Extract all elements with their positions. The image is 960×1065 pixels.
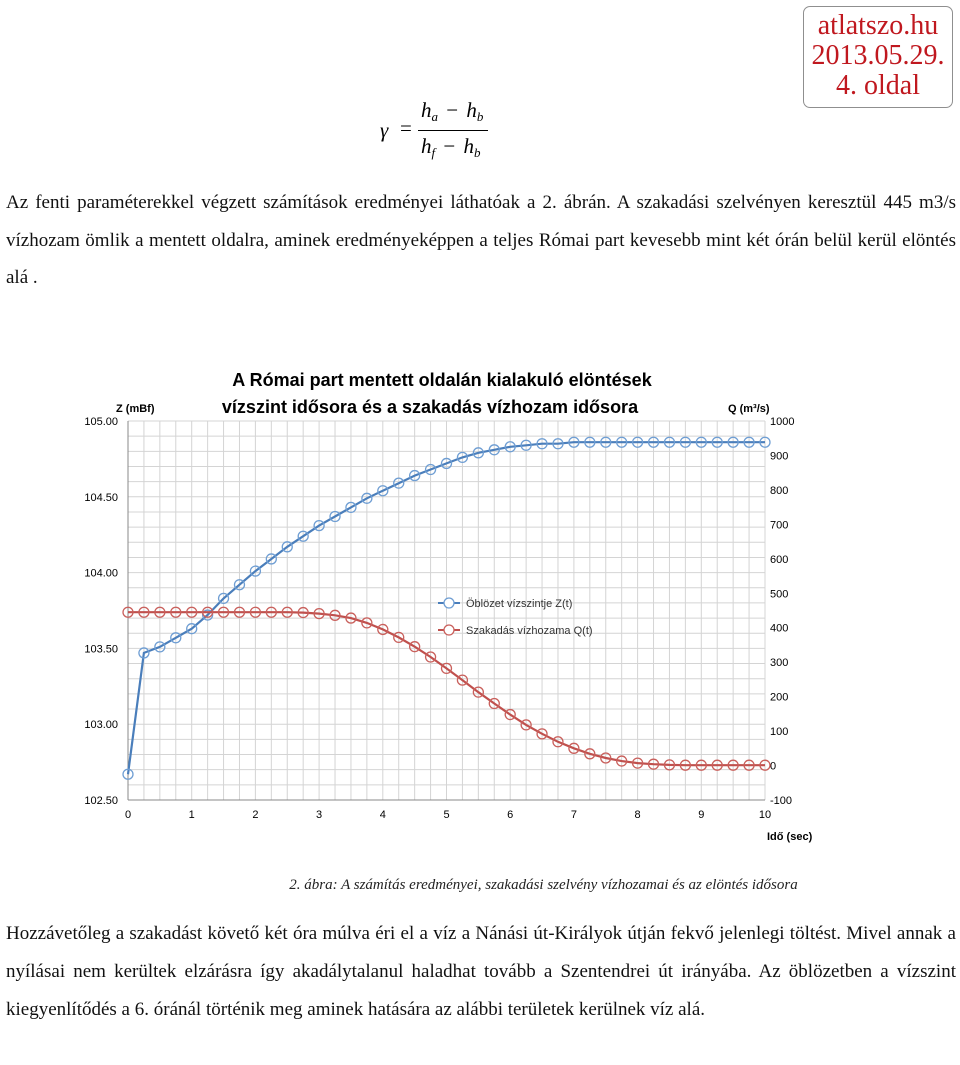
y2-tick-label: 200: [770, 691, 789, 704]
y-axis-label: Z (mBf): [116, 403, 155, 415]
legend-entry: Szakadás vízhozama Q(t): [466, 625, 593, 637]
results-paragraph: Az fenti paraméterekkel végzett számítások eredményei láthatóak a 2. ábrán. A szakadási szelvényen keresztül 445 m3/s vízhozam ömlik a mentett oldalra, aminek eredményeképpen a teljes Római part kevesebb mint két órán belül kerül elöntés alá .: [6, 192, 956, 288]
y-tick-label: 104.00: [84, 567, 118, 580]
y-tick-label: 103.00: [84, 719, 118, 732]
x-tick-label: 10: [758, 809, 772, 821]
y2-tick-label: 900: [770, 450, 789, 463]
x-tick-label: 3: [316, 809, 323, 821]
stamp-site: atlatszo.hu: [817, 10, 939, 41]
chart-title-line2: vízszint idősora és a szakadás vízhozam idősora: [221, 397, 639, 417]
y2-tick-label: 300: [770, 657, 789, 670]
y2-tick-label: -100: [770, 795, 793, 807]
legend-marker: [444, 625, 454, 635]
x-tick-label: 7: [570, 809, 577, 821]
y2-tick-label: 100: [770, 726, 789, 739]
formula-numerator: $h_a - h_b$: [421, 98, 484, 124]
figure-caption: 2. ábra: A számítás eredményei, szakadási szelvény vízhozamai és az elöntés idősora: [289, 877, 798, 893]
y-tick-label: 105.00: [84, 416, 118, 428]
y2-tick-label: 400: [770, 622, 789, 635]
stamp-date: 2013.05.29.: [811, 40, 945, 71]
y-tick-label: 103.50: [84, 643, 118, 656]
y2-tick-label: 600: [770, 553, 789, 566]
chart-title-line1: A Római part mentett oldalán kialakuló elöntések: [232, 370, 652, 390]
x-tick-label: 1: [188, 809, 195, 821]
y2-tick-label: 0: [770, 760, 777, 773]
description-paragraph: Hozzávetőleg a szakadást követő két óra múlva éri el a víz a Nánási út-Királyok útján fekvő jelenlegi töltést. Mivel annak a nyílásai nem kerültek elzárásra így akadálytalanul haladhat tovább a Szentendrei út irányába. Az öblözetben a vízszint kiegyenlítődés a 6. óránál történik meg aminek hatására az alábbi területek kerülnek víz alá.: [6, 923, 956, 1020]
x-tick-label: 4: [379, 809, 386, 821]
formula-lhs: γ: [380, 118, 389, 142]
x-tick-label: 2: [252, 809, 259, 821]
x-tick-label: 9: [698, 809, 705, 821]
chart-grid: [128, 421, 765, 800]
y-tick-label: 102.50: [84, 795, 118, 807]
chart-svg: [70, 360, 813, 855]
watermark-stamp: [803, 6, 953, 108]
x-tick-label: 5: [443, 809, 450, 821]
flood-chart: [70, 360, 813, 855]
stamp-page: 4. oldal: [836, 70, 920, 101]
y2-axis-label: Q (m³/s): [728, 403, 770, 415]
y-tick-label: 104.50: [84, 491, 118, 504]
y2-tick-label: 800: [770, 484, 789, 497]
formula-equals: =: [400, 116, 412, 140]
chart-legend: [438, 598, 593, 637]
x-axis-label: Idő (sec): [767, 831, 813, 843]
x-tick-label: 6: [507, 809, 514, 821]
y2-tick-label: 1000: [770, 416, 795, 428]
y2-tick-label: 700: [770, 519, 789, 532]
y2-tick-label: 500: [770, 588, 789, 601]
formula-denominator: $h_f - h_b$: [421, 134, 481, 160]
legend-marker: [444, 598, 454, 608]
legend-entry: Öblözet vízszintje Z(t): [466, 598, 573, 610]
fraction-bar: [418, 130, 488, 131]
x-tick-label: 8: [634, 809, 641, 821]
x-tick-label: 0: [124, 809, 132, 821]
